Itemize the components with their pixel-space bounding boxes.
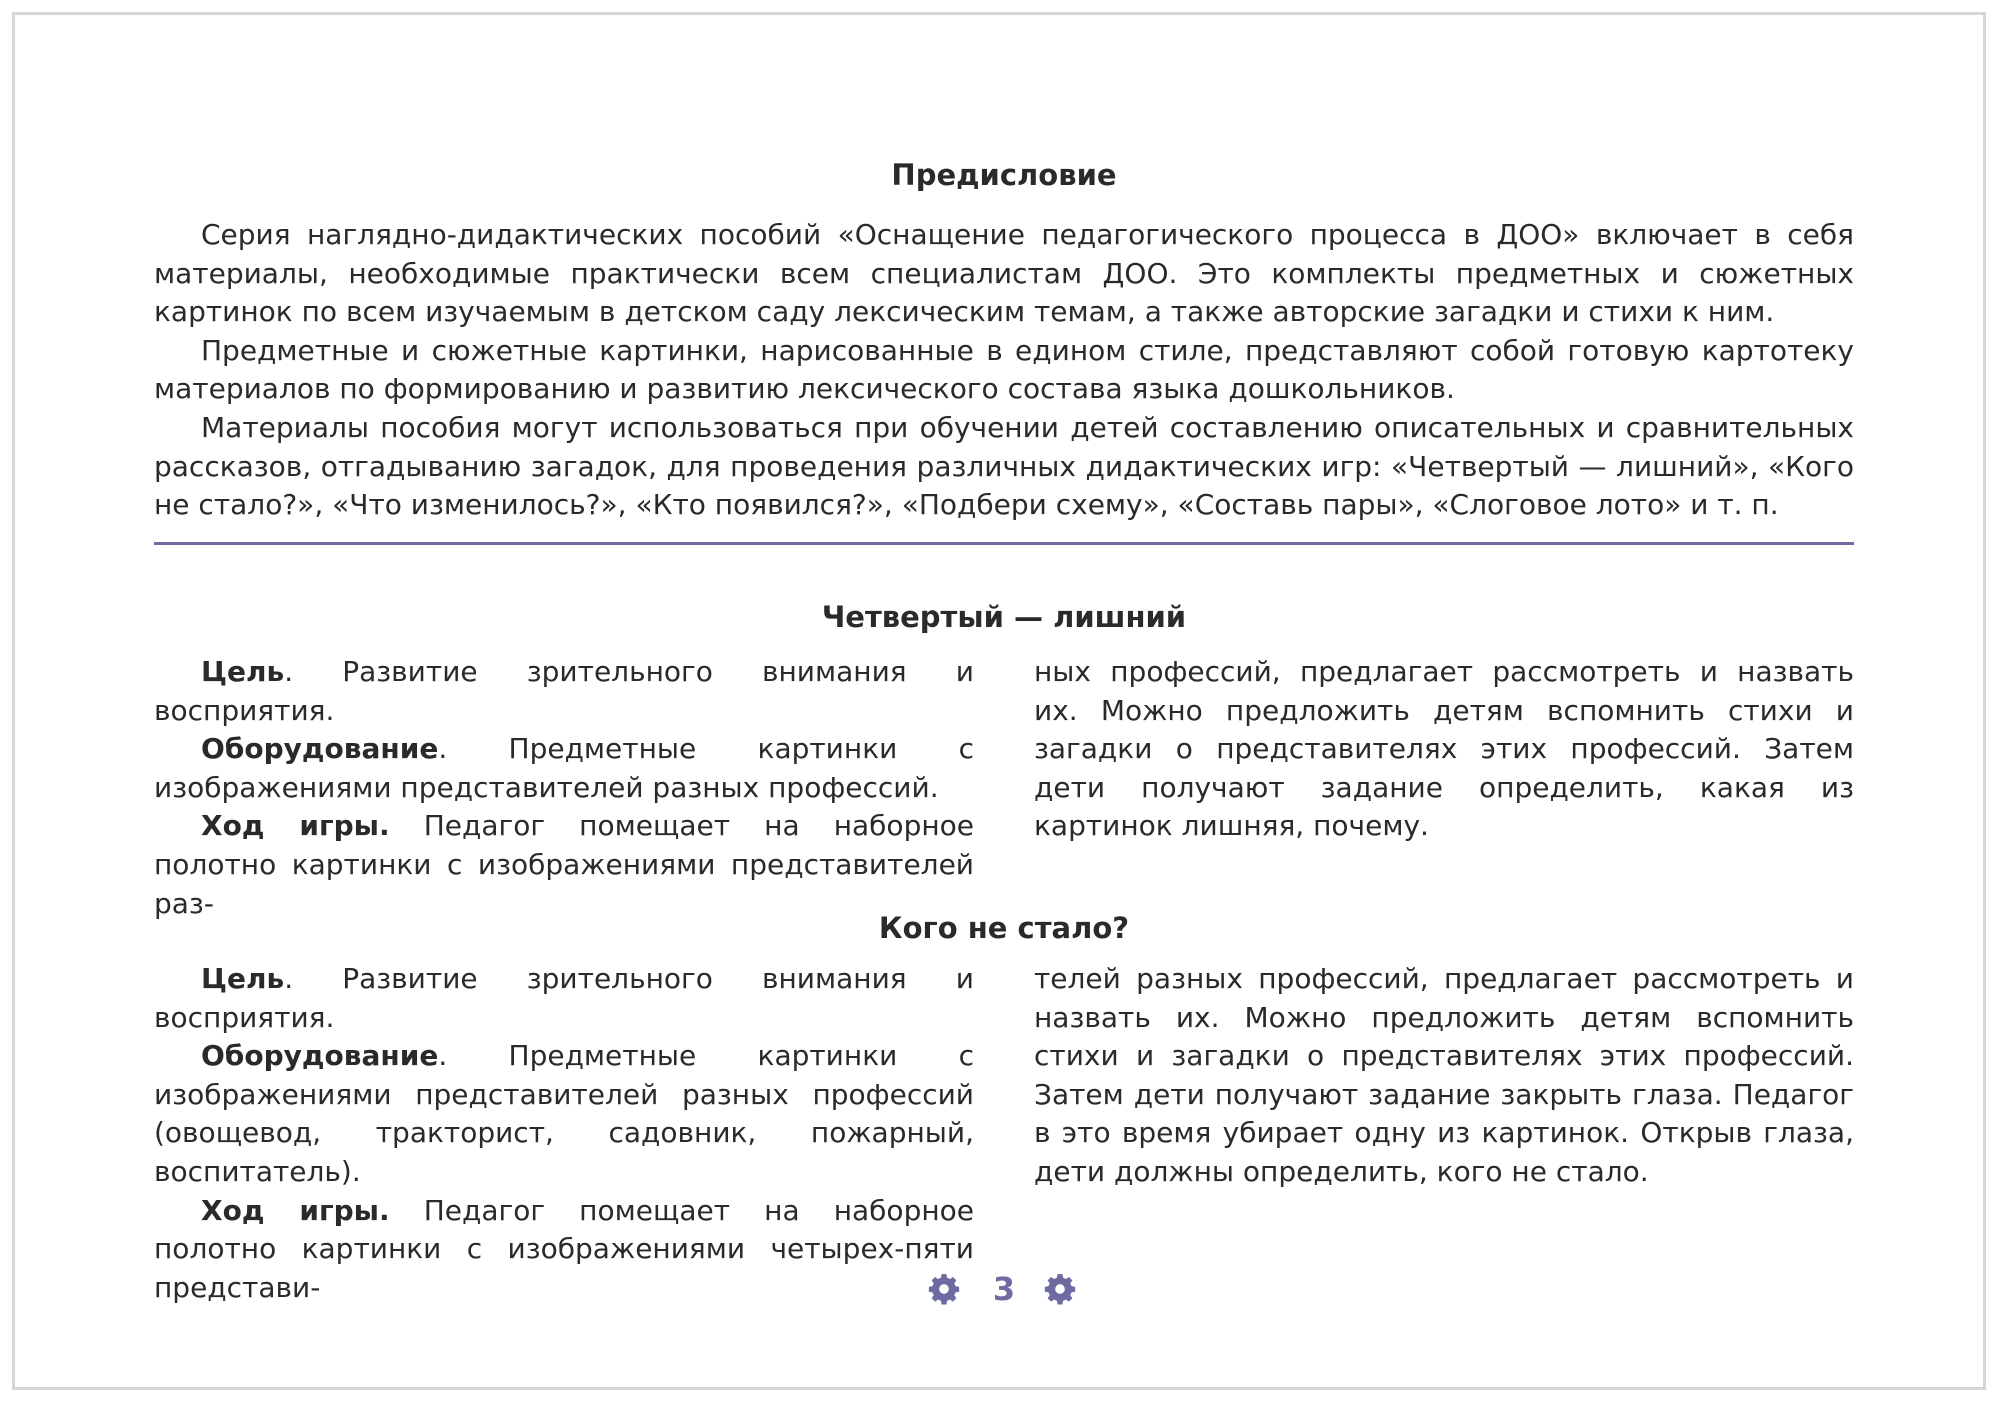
game1-left-column bbox=[154, 653, 974, 923]
game1-equipment-text: . Предметные картинки с изображениями представителей разных профессий. bbox=[154, 732, 974, 804]
game2-equipment bbox=[154, 1037, 974, 1191]
game1-goal-label: Цель bbox=[201, 655, 285, 688]
game1-goal-text: . Развитие зрительного внимания и восприятия. bbox=[154, 655, 974, 727]
game2-goal-label: Цель bbox=[201, 962, 285, 995]
game2-goal-text: . Развитие зрительного внимания и восприятия. bbox=[154, 962, 974, 1034]
game2-course-text: Педагог помещает на наборное полотно картинки с изображениями четырех-пяти представи- bbox=[154, 1193, 975, 1304]
gear-icon bbox=[927, 1272, 961, 1306]
game1-goal bbox=[154, 653, 974, 730]
game2-left-column bbox=[154, 960, 974, 1307]
game1-course-text: Педагог помещает на наборное полотно картинки с изображениями представителей раз- bbox=[154, 809, 975, 920]
game2-equipment-label: Оборудование bbox=[201, 1039, 439, 1073]
game2-course-continued: телей разных профессий, предлагает рассмотреть и назвать их. Можно предложить детям вспомнить стихи и загадки о представителях этих профессий. Затем дети получают задание закрыть глаза. Педагог в это время убирает одну из картинок. Открыв глаза, дети должны определить, кого не стало. bbox=[1034, 962, 1854, 1188]
preface-body bbox=[154, 216, 1854, 525]
page-footer bbox=[15, 1269, 1989, 1309]
game2-right-column bbox=[1034, 960, 1854, 1192]
game1-course bbox=[154, 807, 974, 923]
game1-title: Четвертый — лишний bbox=[821, 600, 1187, 634]
preface-paragraph-3: Материалы пособия могут использоваться при обучении детей составлению описательных и сравнительных рассказов, отгадыванию загадок, для проведения различных дидактических игр: «Четвертый — лишний», «Кого не стало?», «Что изменилось?», «Кто появился?», «Подбери схему», «Составь пары», «Слоговое лото» и т. п. bbox=[154, 410, 1854, 522]
page-number: 3 bbox=[992, 1270, 1016, 1308]
game2-goal bbox=[154, 960, 974, 1037]
section-divider bbox=[154, 542, 1854, 545]
preface-paragraph-1: Серия наглядно-дидактических пособий «Оснащение педагогического процесса в ДОО» включает в себя материалы, необходимые практически всем специалистам ДОО. Это комплекты предметных и сюжетных картинок по всем изучаемым в детском саду лексическим темам, а также авторские загадки и стихи к ним. bbox=[154, 218, 1854, 329]
gear-icon bbox=[1043, 1272, 1077, 1306]
game1-course-label: Ход игры. bbox=[201, 809, 390, 843]
game1-equipment bbox=[154, 730, 974, 807]
game1-equipment-label: Оборудование bbox=[201, 732, 439, 766]
game2-equipment-text: . Предметные картинки с изображениями представителей разных профессий (овощевод, тракторист, садовник, пожарный, воспитатель). bbox=[154, 1039, 974, 1188]
game1-course-continued: ных профессий, предлагает рассмотреть и назвать их. Можно предложить детям вспомнить стихи и загадки о представителях этих профессий. Затем дети получают задание определить, какая из картинок лишняя, почему. bbox=[1034, 655, 1854, 843]
game1-right-column bbox=[1034, 653, 1854, 846]
book-page bbox=[12, 12, 1986, 1390]
game2-course-label: Ход игры. bbox=[201, 1193, 390, 1227]
preface-paragraph-2: Предметные и сюжетные картинки, нарисованные в едином стиле, представляют собой готовую картотеку материалов по формированию и развитию лексического состава языка дошкольников. bbox=[154, 333, 1854, 406]
preface-title: Предисловие bbox=[891, 158, 1117, 192]
game2-title: Кого не стало? bbox=[878, 911, 1130, 945]
